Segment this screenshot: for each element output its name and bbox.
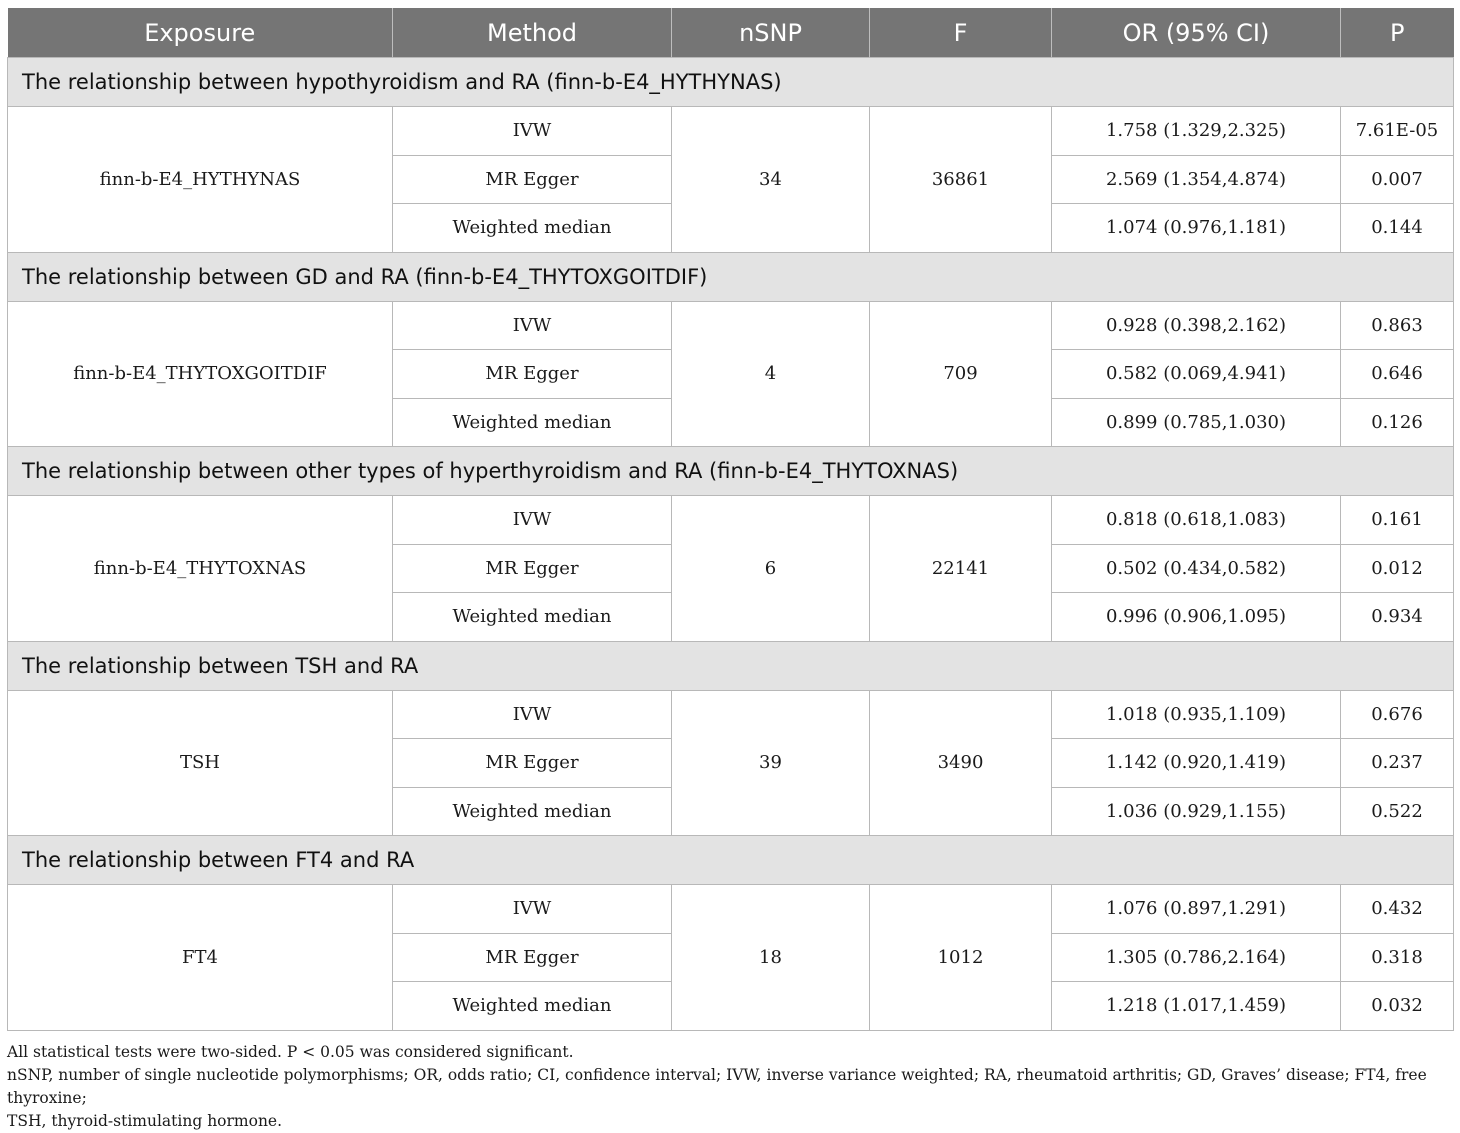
- exposure-cell: finn-b-E4_THYTOXNAS: [8, 496, 393, 642]
- f-cell: 1012: [870, 885, 1052, 1031]
- table-row: [8, 496, 1454, 545]
- or-cell: 1.074 (0.976,1.181): [1052, 204, 1341, 253]
- method-cell: MR Egger: [393, 155, 672, 204]
- p-cell: 0.126: [1341, 398, 1454, 447]
- nsnp-cell: 18: [672, 885, 870, 1031]
- p-cell: 0.144: [1341, 204, 1454, 253]
- method-cell: MR Egger: [393, 350, 672, 399]
- footnote-abbreviations-cont: TSH, thyroid-stimulating hormone.: [7, 1111, 283, 1130]
- section-title: The relationship between hypothyroidism and RA (finn-b-E4_HYTHYNAS): [8, 58, 1454, 107]
- section-row: [8, 58, 1454, 107]
- header-p: P: [1341, 8, 1454, 58]
- p-cell: 0.237: [1341, 739, 1454, 788]
- or-cell: 1.218 (1.017,1.459): [1052, 982, 1341, 1031]
- p-cell: 0.646: [1341, 350, 1454, 399]
- header-or-ci: OR (95% CI): [1052, 8, 1341, 58]
- header-nsnp: nSNP: [672, 8, 870, 58]
- method-cell: IVW: [393, 496, 672, 545]
- section-title: The relationship between TSH and RA: [8, 641, 1454, 690]
- mr-results-table: [7, 8, 1454, 1031]
- or-cell: 0.502 (0.434,0.582): [1052, 544, 1341, 593]
- header-f: F: [870, 8, 1052, 58]
- or-cell: 0.818 (0.618,1.083): [1052, 496, 1341, 545]
- footnote-significance: All statistical tests were two-sided. P < 0.05 was considered significant.: [7, 1042, 574, 1061]
- p-cell: 0.032: [1341, 982, 1454, 1031]
- p-cell: 0.863: [1341, 301, 1454, 350]
- p-cell: 7.61E-05: [1341, 107, 1454, 156]
- or-cell: 1.076 (0.897,1.291): [1052, 885, 1341, 934]
- exposure-cell: finn-b-E4_THYTOXGOITDIF: [8, 301, 393, 447]
- p-cell: 0.007: [1341, 155, 1454, 204]
- section-title: The relationship between other types of hyperthyroidism and RA (finn-b-E4_THYTOXNAS): [8, 447, 1454, 496]
- exposure-cell: TSH: [8, 690, 393, 836]
- method-cell: IVW: [393, 690, 672, 739]
- nsnp-cell: 6: [672, 496, 870, 642]
- table-row: [8, 301, 1454, 350]
- p-cell: 0.012: [1341, 544, 1454, 593]
- p-cell: 0.934: [1341, 593, 1454, 642]
- section-row: [8, 836, 1454, 885]
- section-row: [8, 252, 1454, 301]
- table-row: [8, 107, 1454, 156]
- or-cell: 0.899 (0.785,1.030): [1052, 398, 1341, 447]
- method-cell: MR Egger: [393, 933, 672, 982]
- f-cell: 22141: [870, 496, 1052, 642]
- p-cell: 0.161: [1341, 496, 1454, 545]
- f-cell: 3490: [870, 690, 1052, 836]
- or-cell: 0.928 (0.398,2.162): [1052, 301, 1341, 350]
- section-title: The relationship between GD and RA (finn-b-E4_THYTOXGOITDIF): [8, 252, 1454, 301]
- table-footnotes: [7, 1041, 1453, 1133]
- method-cell: IVW: [393, 107, 672, 156]
- header-exposure: Exposure: [8, 8, 393, 58]
- method-cell: MR Egger: [393, 544, 672, 593]
- nsnp-cell: 39: [672, 690, 870, 836]
- method-cell: Weighted median: [393, 398, 672, 447]
- nsnp-cell: 34: [672, 107, 870, 253]
- or-cell: 0.996 (0.906,1.095): [1052, 593, 1341, 642]
- method-cell: Weighted median: [393, 204, 672, 253]
- or-cell: 1.142 (0.920,1.419): [1052, 739, 1341, 788]
- or-cell: 1.018 (0.935,1.109): [1052, 690, 1341, 739]
- f-cell: 36861: [870, 107, 1052, 253]
- or-cell: 0.582 (0.069,4.941): [1052, 350, 1341, 399]
- p-cell: 0.676: [1341, 690, 1454, 739]
- or-cell: 1.036 (0.929,1.155): [1052, 787, 1341, 836]
- results-table-container: [7, 8, 1453, 1133]
- method-cell: Weighted median: [393, 982, 672, 1031]
- p-cell: 0.522: [1341, 787, 1454, 836]
- or-cell: 1.305 (0.786,2.164): [1052, 933, 1341, 982]
- method-cell: MR Egger: [393, 739, 672, 788]
- exposure-cell: FT4: [8, 885, 393, 1031]
- method-cell: Weighted median: [393, 593, 672, 642]
- header-row: [8, 8, 1454, 58]
- or-cell: 2.569 (1.354,4.874): [1052, 155, 1341, 204]
- exposure-cell: finn-b-E4_HYTHYNAS: [8, 107, 393, 253]
- f-cell: 709: [870, 301, 1052, 447]
- footnote-abbreviations: nSNP, number of single nucleotide polymorphisms; OR, odds ratio; CI, confidence interval; IVW, inverse variance weighted; RA, rheumatoid arthritis; GD, Graves’ disease; FT4, free thyroxine;: [7, 1065, 1427, 1107]
- section-title: The relationship between FT4 and RA: [8, 836, 1454, 885]
- method-cell: IVW: [393, 885, 672, 934]
- table-row: [8, 885, 1454, 934]
- table-row: [8, 690, 1454, 739]
- header-method: Method: [393, 8, 672, 58]
- section-row: [8, 641, 1454, 690]
- method-cell: IVW: [393, 301, 672, 350]
- p-cell: 0.318: [1341, 933, 1454, 982]
- section-row: [8, 447, 1454, 496]
- nsnp-cell: 4: [672, 301, 870, 447]
- or-cell: 1.758 (1.329,2.325): [1052, 107, 1341, 156]
- method-cell: Weighted median: [393, 787, 672, 836]
- p-cell: 0.432: [1341, 885, 1454, 934]
